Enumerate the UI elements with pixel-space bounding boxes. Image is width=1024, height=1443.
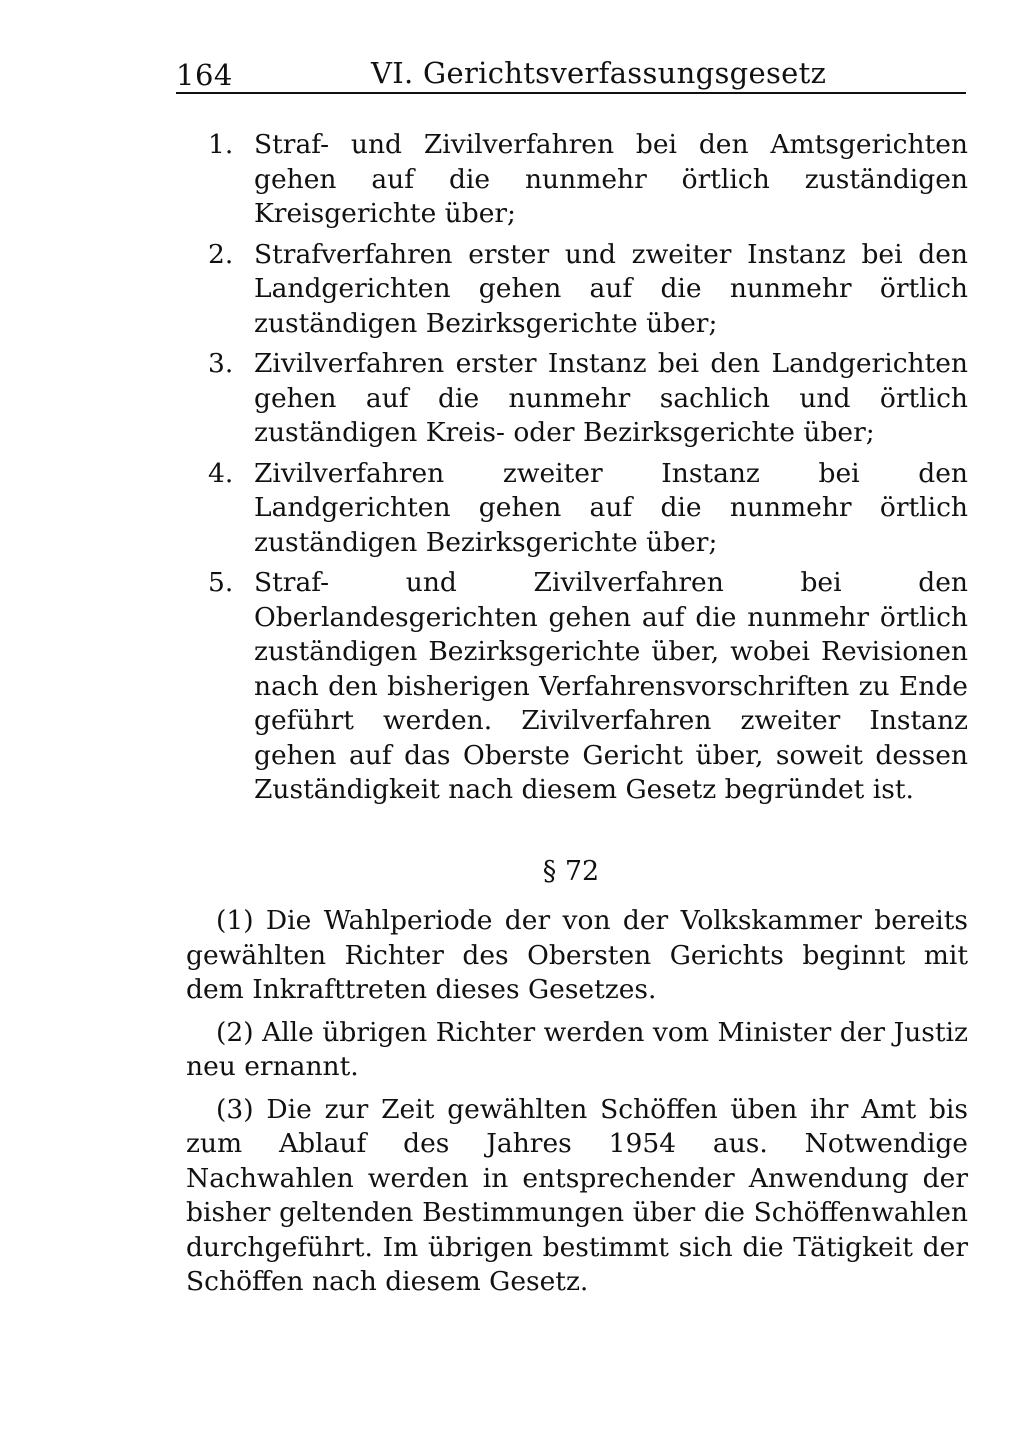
- section-heading: § 72: [542, 856, 600, 887]
- list-item: [208, 566, 968, 808]
- section-paragraph: (3) Die zur Zeit gewählten Schöffen üben ihr Amt bis zum Ablauf des Jahres 1954 aus. Notwendige Nachwahlen werden in entsprechender Anwendung der bisher geltenden Bestimmungen über die Schöffenwahlen durchgeführt. Im übrigen bestimmt sich die Tätigkeit der Schöffen nach diesem Gesetz.: [186, 1093, 968, 1297]
- list-item: [208, 238, 968, 342]
- list-item: [208, 347, 968, 451]
- list-item-number: 4.: [208, 457, 234, 489]
- list-item: [208, 457, 968, 561]
- list-item-text: Strafverfahren erster und zweiter Instanz bei den Landgerichten gehen auf die nunmehr örtlich zuständigen Bezirksgerichte über;: [254, 238, 968, 339]
- page-header: [176, 52, 966, 92]
- section-body: [186, 904, 968, 1308]
- section-paragraph: (1) Die Wahlperiode der von der Volkskammer bereits gewählten Richter des Obersten Gerichts beginnt mit dem Inkrafttreten dieses Gesetzes.: [186, 905, 968, 1005]
- section-paragraph: (2) Alle übrigen Richter werden vom Minister der Justiz neu ernannt.: [186, 1016, 968, 1082]
- page-number: 164: [176, 58, 233, 92]
- list-item: [208, 128, 968, 232]
- running-head: VI. Gerichtsverfassungsgesetz: [371, 56, 827, 90]
- header-rule: [176, 92, 966, 94]
- list-item-text: Zivilverfahren erster Instanz bei den Landgerichten gehen auf die nunmehr sachlich und örtlich zuständigen Kreis- oder Bezirksgerichte über;: [254, 348, 968, 448]
- list-item-number: 2.: [208, 238, 234, 270]
- transition-list: [208, 128, 968, 814]
- list-item-text: Straf- und Zivilverfahren bei den Oberlandesgerichten gehen auf die nunmehr örtlich zuständigen Bezirksgerichte über, wobei Revisionen nach den bisherigen Verfahrensvorschriften zu Ende geführt werden. Zivilverfahren zweiter Instanz gehen auf das Oberste Gericht über, soweit dessen Zuständigkeit nach diesem Gesetz begründet ist.: [254, 567, 968, 805]
- list-item-number: 1.: [208, 129, 234, 160]
- list-item-number: 3.: [208, 348, 234, 379]
- list-item-number: 5.: [208, 567, 234, 598]
- list-item-text: Straf- und Zivilverfahren bei den Amtsgerichten gehen auf die nunmehr örtlich zuständigen Kreisgerichte über;: [254, 129, 968, 229]
- list-item-text: Zivilverfahren zweiter Instanz bei den Landgerichten gehen auf die nunmehr örtlich zuständigen Bezirksgerichte über;: [254, 457, 968, 558]
